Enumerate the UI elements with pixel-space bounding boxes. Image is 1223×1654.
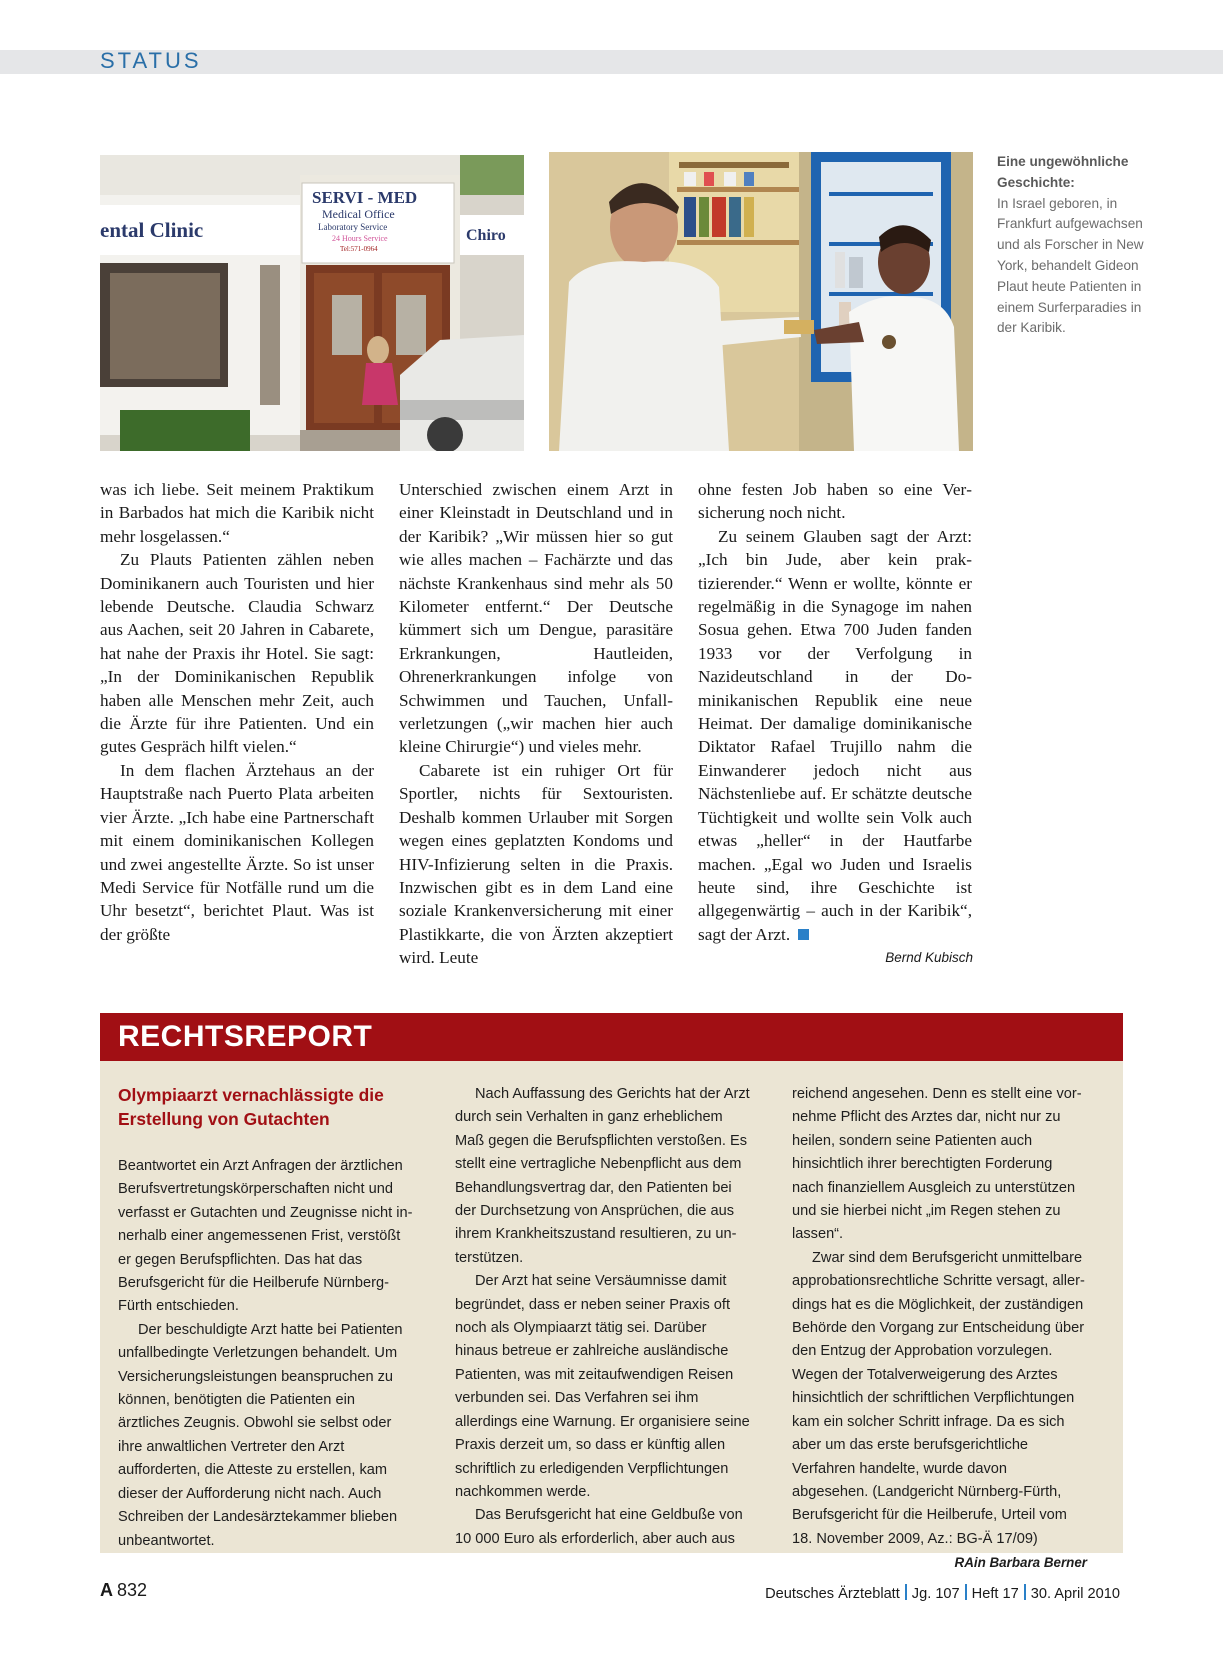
caption-title: Eine ungewöhnliche Geschichte: <box>997 154 1129 190</box>
journal-date: 30. April 2010 <box>1030 1586 1120 1602</box>
article-column-2 <box>399 478 673 970</box>
rechtsreport-paragraph: Nach Auffassung des Gerichts hat der Arzt durch sein Verhalten in ganz erheblichem Maß gegen die Berufspflichten verstoßen. Es stellt eine vertragliche Nebenpflicht aus dem Behandlungsvertrag dar, den Patienten bei der Durchsetzung von Ansprüchen, die aus ihrem Krankheitszustand resultieren, zu unterstützen. <box>455 1086 750 1266</box>
rechtsreport-column-2 <box>455 1083 750 1551</box>
journal-footer <box>765 1584 1120 1602</box>
clinic-exterior-photo <box>100 155 524 451</box>
rechtsreport-paragraph: Der Arzt hat seine Versäumnisse damit begründet, dass er neben seiner Praxis oft noch als Olympiaarzt tätig sei. Darüber hinaus betreue er zahlreiche ausländische Patienten, was mit zeitaufwendigen Reisen verbunden sei. Das Verfahren sei ihm allerdings eine Warnung. Er organisiere seine Praxis derzeit um, so dass er künftig allen schriftlich zu erledigenden Verpflichtungen nachkommen werde. <box>455 1273 750 1500</box>
article-paragraph: Cabarete ist ein ruhiger Ort für Sportler, nichts für Sextouristen. Deshalb kommen Urlauber mit Sorgen wegen eines geplatzten Kondoms und HIV-Infizierung selten in die Praxis. Inzwischen gibt es in dem Land eine soziale Krankenversicherung mit einer Plastikkarte, die von Ärzten akzeptiert wird. Leute <box>399 760 673 968</box>
article-column-1 <box>100 478 374 946</box>
article-paragraph: ohne festen Job haben so eine Versicherung noch nicht. <box>698 480 972 523</box>
article-paragraph <box>698 525 972 946</box>
sign-office: Medical Office <box>322 207 395 221</box>
sign-tel: Tel:571-0964 <box>340 245 378 253</box>
rechtsreport-paragraph-text: Zwar sind dem Berufsgericht unmittelbare approbationsrechtliche Schritte versagt, allerdings hat es die Möglichkeit, der zuständigen Behörde den Vorgang zur Entscheidung über den Entzug der Approbation vorzulegen. Wegen der Totalverweigerung des Arztes hinsichtlich der schriftlichen Verpflichtungen kam ein solcher Schritt infrage. Da es sich aber um das erste berufsgerichtliche Verfahren handelte, wurde davon abgesehen. (Landgericht Nürnberg-Fürth, Berufsgericht für die Heilberufe, Urteil vom 18. November 2009, Az.: BG-Ä 17/09) <box>792 1249 1085 1547</box>
end-of-article-square-icon <box>798 929 809 940</box>
page-number-value: 832 <box>117 1580 148 1600</box>
rechtsreport-column-1 <box>118 1083 413 1553</box>
article-paragraph: was ich liebe. Seit meinem Praktikum in Barbados hat mich die Karibik nicht mehr losgelassen.“ <box>100 480 374 546</box>
rechtsreport-heading: RECHTSREPORT <box>118 1020 373 1053</box>
clinic-exterior-illustration <box>100 155 524 451</box>
rechtsreport-paragraph: Beantwortet ein Arzt Anfragen der ärztlichen Berufsvertretungskörperschaften nicht und verfasst er Gutachten und Zeugnisse nicht innerhalb einer angemessenen Frist, verstößt er gegen Berufspflichten. Das hat das Berufsgericht für die Heilberufe Nürnberg-Fürth entschieden. <box>118 1158 413 1315</box>
page-prefix: A <box>100 1580 113 1600</box>
doctor-assistant-photo <box>549 152 973 451</box>
page-number <box>100 1580 147 1601</box>
article-column-3 <box>698 478 972 946</box>
article-author: Bernd Kubisch <box>885 950 973 965</box>
sign-hours: 24 Hours Service <box>332 234 388 243</box>
doctor-assistant-illustration <box>549 152 973 451</box>
article-paragraph: In dem flachen Ärztehaus an der Hauptstraße nach Puerto Plata arbeiten vier Ärzte. „Ich habe eine Partnerschaft mit einem dominikanischen Kollegen und zwei angestellte Ärzte. So ist unser Medi Service für Notfälle rund um die Uhr besetzt“, berichtet Plaut. Was ist der größte <box>100 760 374 944</box>
journal-issue: Heft 17 <box>971 1586 1019 1602</box>
article-paragraph: Unterschied zwischen einem Arzt in einer Kleinstadt in Deutschland und in der Karibik? „Wir müssen hier so gut wie alles machen – Fachärzte und das nächste Krankenhaus sind mehr als 50 Kilometer entfernt.“ Der Deutsche kümmert sich um Dengue, parasitäre Erkrankungen, Hautleiden, Ohrenerkrankungen infolge von Schwimmen und Tauchen, Unfallverletzungen („wir machen hier auch kleine Chirurgie“) und vieles mehr. <box>399 480 673 757</box>
caption-body: In Israel geboren, in Frankfurt aufgewachsen und als Forscher in New York, behandelt Gideon Plaut heute Patienten in einem Surferparadies in der Karibik. <box>997 195 1144 336</box>
article-paragraph: Zu Plauts Patienten zählen neben Dominikanern auch Touristen und hier lebende Deutsche. Claudia Schwarz aus Aachen, seit 20 Jahren in Cabarete, hat nahe der Praxis ihr Hotel. Sie sagt: „In der Dominikanischen Republik haben alle Menschen mehr Zeit, auch die Ärzte für ihre Patienten. Und ein gutes Gespräch hilft vielen.“ <box>100 550 374 757</box>
footer-separator <box>905 1584 907 1600</box>
sign-lab: Laboratory Service <box>318 222 388 232</box>
article-paragraph-text: Zu seinem Glauben sagt der Arzt: „Ich bin Jude, aber kein praktizierender.“ Wenn er wollte, könnte er regelmäßig in die Synagoge im nahen Sosua gehen. Etwa 700 Juden fanden 1933 vor der Verfolgung in Nazideutschland in der Dominikanischen Republik eine neue Heimat. Der damalige dominikanische Diktator Rafael Trujillo nahm die Einwanderer jedoch nicht aus Nächstenliebe auf. Er schätzte deutsche Tüchtigkeit und wollte sein Volk auch etwas „heller“ in der Hautfarbe machen. „Egal wo Juden und Israelis heute sind, ihre Geschichte ist allgegenwärtig – auch in der Karibik“, sagt der Arzt. <box>698 526 972 944</box>
rechtsreport-paragraph: Das Berufsgericht hat eine Geldbuße von 10 000 Euro als erforderlich, aber auch aus <box>455 1507 743 1547</box>
rechtsreport-paragraph <box>792 1247 1087 1571</box>
rechtsreport-paragraph: Der beschuldigte Arzt hatte bei Patienten unfallbedingte Verletzungen behandelt. Um Versicherungsleistungen beanspruchen zu können, benötigten die Patienten ein ärztliches Zeugnis. Obwohl sie selbst oder ihre anwaltlichen Vertreter den Arzt aufforderten, die Atteste zu erstellen, kam dieser der Aufforderung nicht nach. Auch Schreiben der Landesärztekammer blieben unbeantwortet. <box>118 1321 403 1549</box>
sign-chiro: Chiro <box>466 227 506 244</box>
rechtsreport-headline: Olympiaarzt vernachlässigte die Erstellung von Gutachten <box>118 1085 384 1129</box>
photo-caption <box>997 152 1157 339</box>
rechtsreport-column-3 <box>792 1083 1087 1575</box>
footer-separator <box>1024 1584 1026 1600</box>
footer-separator <box>965 1584 967 1600</box>
sign-clinic: ental Clinic <box>100 218 204 242</box>
rechtsreport-author: RAin Barbara Berner <box>954 1555 1087 1571</box>
section-label: STATUS <box>100 48 202 73</box>
sign-servi: SERVI - MED <box>312 188 418 207</box>
rechtsreport-paragraph: reichend angesehen. Denn es stellt eine vornehme Pflicht des Arztes dar, nicht nur zu heilen, sondern seine Patienten auch hinsichtlich ihrer berechtigten Forderung nach finanziellem Ausgleich zu unterstützen und sie hierbei nicht „im Regen stehen zu lassen“. <box>792 1086 1082 1243</box>
journal-name: Deutsches Ärzteblatt <box>765 1586 900 1602</box>
journal-volume: Jg. 107 <box>911 1586 960 1602</box>
